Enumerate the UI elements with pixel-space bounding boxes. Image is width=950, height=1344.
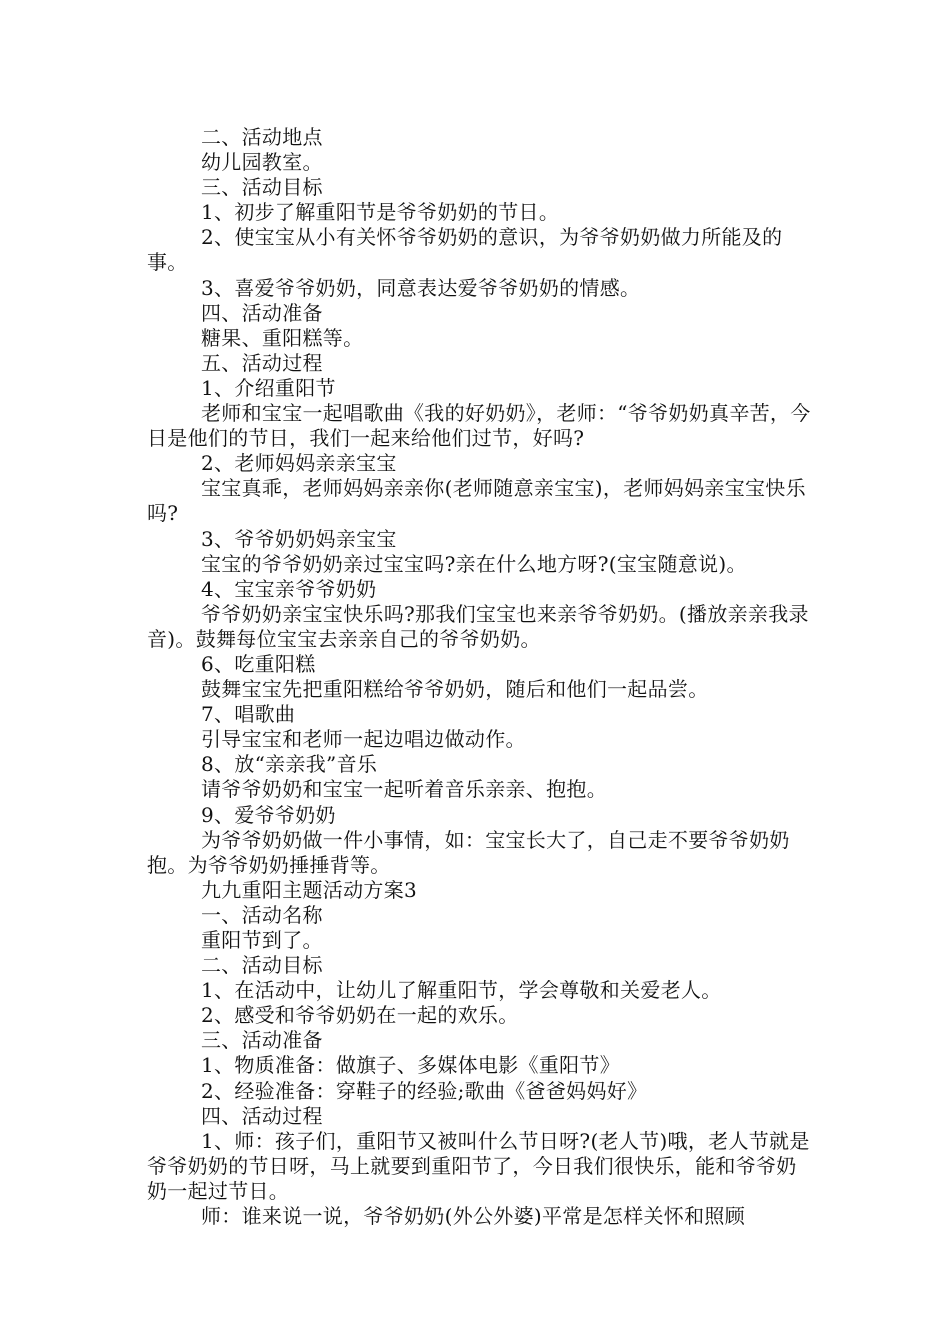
- paragraph: 二、活动地点: [201, 125, 323, 149]
- paragraph: 二、活动目标: [201, 953, 323, 978]
- paragraph: 1、介绍重阳节: [201, 375, 336, 400]
- paragraph: 为爷爷奶奶做一件小事情，如：宝宝长大了，自己走不要爷爷奶奶抱。为爷爷奶奶捶捶背等。: [147, 827, 790, 877]
- paragraph: 8、放“亲亲我”音乐: [201, 752, 378, 777]
- paragraph: 2、使宝宝从小有关怀爷爷奶奶的意识，为爷爷奶奶做力所能及的事。: [147, 225, 783, 275]
- paragraph: 四、活动准备: [201, 300, 323, 325]
- paragraph: 宝宝的爷爷奶奶亲过宝宝吗?亲在什么地方呀?(宝宝随意说)。: [201, 551, 747, 576]
- paragraph: 1、在活动中，让幼儿了解重阳节，学会尊敬和关爱老人。: [201, 978, 722, 1003]
- paragraph: 3、爷爷奶奶妈亲宝宝: [201, 526, 397, 551]
- paragraph: 师：谁来说一说，爷爷奶奶(外公外婆)平常是怎样关怀和照顾: [201, 1204, 746, 1229]
- paragraph: 请爷爷奶奶和宝宝一起听着音乐亲亲、抱抱。: [201, 777, 607, 802]
- paragraph: 9、爱爷爷奶奶: [201, 802, 336, 827]
- paragraph: 三、活动准备: [201, 1028, 323, 1053]
- paragraph: 2、感受和爷爷奶奶在一起的欢乐。: [201, 1003, 519, 1028]
- paragraph: 三、活动目标: [201, 175, 323, 200]
- paragraph: 4、宝宝亲爷爷奶奶: [201, 576, 377, 601]
- paragraph: 重阳节到了。: [201, 928, 323, 952]
- paragraph: 糖果、重阳糕等。: [201, 325, 364, 350]
- paragraph: 鼓舞宝宝先把重阳糕给爷爷奶奶，随后和他们一起品尝。: [201, 677, 709, 702]
- paragraph: 7、唱歌曲: [201, 702, 296, 727]
- paragraph: 2、老师妈妈亲亲宝宝: [201, 451, 397, 476]
- paragraph: 3、喜爱爷爷奶奶，同意表达爱爷爷奶奶的情感。: [201, 275, 641, 300]
- paragraph: 2、经验准备：穿鞋子的经验;歌曲《爸爸妈妈好》: [201, 1078, 648, 1103]
- paragraph: 1、物质准备：做旗子、多媒体电影《重阳节》: [201, 1053, 621, 1078]
- paragraph: 6、吃重阳糕: [201, 651, 316, 676]
- paragraph: 宝宝真乖，老师妈妈亲亲你(老师随意亲宝宝)，老师妈妈亲宝宝快乐吗?: [147, 476, 806, 526]
- paragraph: 1、师：孩子们，重阳节又被叫什么节日呀?(老人节)哦，老人节就是爷爷奶奶的节日呀，马上就要到重阳节了，今日我们很快乐，能和爷爷奶奶一起过节日。: [147, 1128, 810, 1203]
- paragraph: 老师和宝宝一起唱歌曲《我的好奶奶》，老师：“爷爷奶奶真辛苦，今日是他们的节日，我们一起来给他们过节，好吗?: [147, 401, 811, 451]
- paragraph: 引导宝宝和老师一起边唱边做动作。: [201, 727, 526, 752]
- paragraph: 1、初步了解重阳节是爷爷奶奶的节日。: [201, 200, 560, 225]
- document-body: [147, 125, 815, 1229]
- paragraph: 幼儿园教室。: [201, 150, 323, 175]
- paragraph: 一、活动名称: [201, 902, 323, 927]
- paragraph: 四、活动过程: [201, 1103, 323, 1128]
- paragraph: 五、活动过程: [201, 350, 323, 375]
- paragraph: 九九重阳主题活动方案3: [201, 877, 418, 902]
- paragraph: 爷爷奶奶亲宝宝快乐吗?那我们宝宝也来亲爷爷奶奶。(播放亲亲我录音)。鼓舞每位宝宝去亲亲自己的爷爷奶奶。: [147, 601, 809, 651]
